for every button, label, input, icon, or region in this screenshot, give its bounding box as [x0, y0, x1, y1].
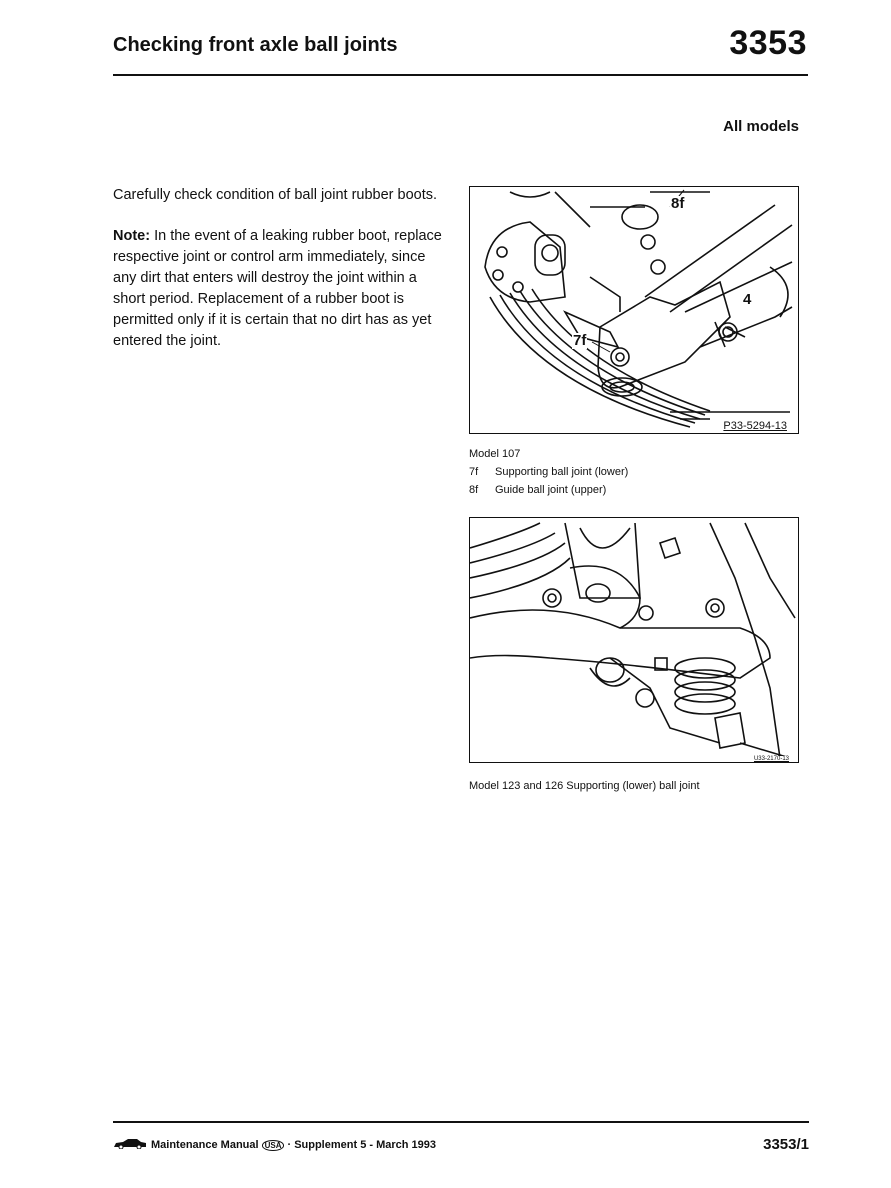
footer-manual: Maintenance Manual	[151, 1139, 259, 1151]
callout-7f: 7f	[573, 332, 587, 349]
ball-joint-illustration-123-126	[470, 518, 798, 762]
figure-caption-107	[469, 445, 628, 499]
instruction-paragraph: Carefully check condition of ball joint rubber boots.	[113, 187, 438, 203]
footer-publication	[151, 1139, 436, 1151]
car-logo-icon	[113, 1139, 147, 1149]
section-number: 3353	[729, 24, 807, 62]
figure-caption-123-126: Model 123 and 126 Supporting (lower) ball joint	[469, 780, 700, 792]
legend-item	[469, 463, 628, 481]
note-text: In the event of a leaking rubber boot, replace respective joint or control arm immediately, since any dirt that enters will destroy the joint within a short period. Replacement of a rubber boot is permitted only if it is certain that no dirt has as yet entered the joint.	[113, 228, 442, 349]
legend-item	[469, 481, 628, 499]
ball-joint-illustration-107	[470, 187, 798, 433]
figure-code-123-126: U33-2170-13	[751, 756, 792, 762]
body-text	[113, 185, 448, 372]
footer	[113, 1137, 809, 1155]
callout-8f: 8f	[671, 195, 685, 212]
page-title: Checking front axle ball joints	[113, 34, 398, 56]
callout-4: 4	[743, 291, 752, 308]
figure-model-123-126	[469, 517, 799, 763]
footer-rule	[113, 1121, 809, 1123]
figure-code-107: P33-5294-13	[720, 420, 790, 432]
note-label: Note:	[113, 228, 151, 244]
footer-region-badge: USA	[262, 1140, 285, 1151]
legend-text: Guide ball joint (upper)	[495, 484, 607, 496]
scope-label: All models	[723, 118, 799, 135]
footer-supplement: · Supplement 5 - March 1993	[287, 1139, 437, 1151]
header-rule	[113, 74, 808, 76]
legend-key: 7f	[469, 466, 479, 478]
page-number: 3353/1	[763, 1136, 809, 1153]
note-paragraph	[113, 226, 448, 352]
figure-model-107	[469, 186, 799, 434]
caption-title: Model 107	[469, 448, 521, 460]
legend-key: 8f	[469, 484, 479, 496]
legend-text: Supporting ball joint (lower)	[495, 466, 629, 478]
